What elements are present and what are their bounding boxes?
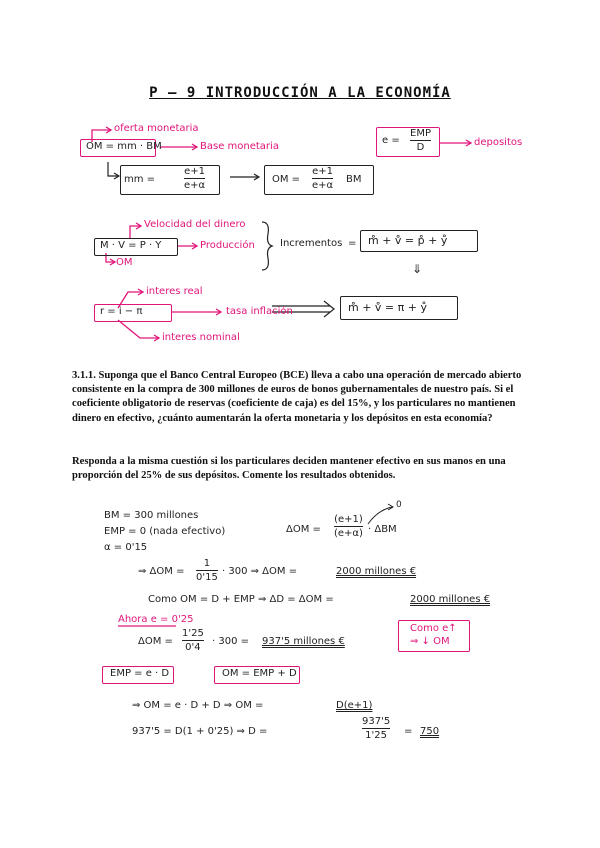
quantity-equation: M · V = P · Y bbox=[100, 240, 162, 251]
line3-fraction bbox=[182, 628, 204, 653]
delta-num: (e+1) bbox=[334, 514, 363, 525]
page-title: P – 9 INTRODUCCIÓN A LA ECONOMÍA bbox=[149, 85, 451, 101]
line5-den: 1'25 bbox=[365, 730, 388, 741]
line3-mid: · 300 = bbox=[212, 636, 250, 647]
line2: Como OM = D + EMP ⇒ ΔD = ΔOM = bbox=[148, 594, 334, 605]
emp-value: EMP = 0 (nada efectivo) bbox=[104, 526, 226, 537]
line3-num: 1'25 bbox=[182, 628, 204, 639]
e-num: EMP bbox=[410, 128, 431, 139]
line1-fraction bbox=[196, 558, 218, 583]
line4-result: D(e+1) bbox=[336, 700, 373, 711]
velocidad-label: Velocidad del dinero bbox=[144, 219, 246, 230]
produccion-label: Producción bbox=[200, 240, 255, 251]
mm-den: e+α bbox=[184, 180, 206, 191]
line3-pre: ΔOM = bbox=[138, 636, 173, 647]
mm-num: e+1 bbox=[184, 166, 206, 177]
note-line2: ⇒ ↓ OM bbox=[410, 636, 450, 647]
alpha-value: α = 0'15 bbox=[104, 542, 148, 553]
problem-followup: Responda a la misma cuestión si los particulares deciden mantener efectivo en sus manos en una proporción del 25% de sus depósitos. Comente los resultados obtenidos. bbox=[72, 456, 506, 482]
line1-den: 0'15 bbox=[196, 572, 218, 583]
om-box-text: OM = EMP + D bbox=[222, 668, 297, 679]
mm-lhs: mm = bbox=[124, 174, 156, 185]
incrementos-label: Incrementos bbox=[280, 238, 343, 249]
line5-eq: = bbox=[404, 726, 413, 737]
e-den: D bbox=[416, 142, 425, 153]
base-monetaria-label: Base monetaria bbox=[200, 141, 279, 152]
om2-den: e+α bbox=[312, 180, 334, 191]
om-small-label: OM bbox=[116, 257, 133, 268]
line3-result: 937'5 millones € bbox=[262, 636, 345, 647]
om2-fraction bbox=[312, 166, 333, 191]
ahora-label: Ahora e = 0'25 bbox=[118, 614, 194, 625]
line1-num: 1 bbox=[203, 558, 211, 569]
line4-pre: ⇒ OM = e · D + D ⇒ OM = bbox=[132, 700, 264, 711]
incr-equation: m̊ + v̊ = p̊ + ẙ bbox=[368, 234, 448, 247]
implies-arrow: ⇓ bbox=[412, 262, 423, 276]
note-line1: Como e↑ bbox=[410, 623, 457, 634]
om-equation: OM = mm · BM bbox=[86, 141, 162, 152]
zero-annotation: 0 bbox=[396, 500, 402, 510]
e-fraction bbox=[410, 128, 431, 153]
emp-box-text: EMP = e · D bbox=[110, 668, 170, 679]
delta-rhs: · ΔBM bbox=[368, 524, 397, 535]
problem-statement: 3.1.1. Suponga que el Banco Central Europeo (BCE) lleva a cabo una operación de mercado abierto consistente en la compra de 300 millones de euros de bonos gubernamentales de nuestro país. Si el coeficiente obligatorio de reservas (coeficiente de caja) es del 15%, y los particulares no mantienen dinero en efectivo, ¿cuánto aumentarán la oferta monetaria y los depósitos en esta economía? bbox=[72, 370, 522, 424]
line1-mid: · 300 ⇒ ΔOM = bbox=[222, 566, 298, 577]
line1-result: 2000 millones € bbox=[336, 566, 417, 577]
om2-lhs: OM = bbox=[272, 174, 301, 185]
mm-fraction bbox=[184, 166, 205, 191]
interes-nominal-label: interes nominal bbox=[162, 332, 240, 343]
line5-pre: 937'5 = D(1 + 0'25) ⇒ D = bbox=[132, 726, 268, 737]
line5-num: 937'5 bbox=[362, 716, 391, 727]
line3-den: 0'4 bbox=[185, 642, 201, 653]
line5-result: 750 bbox=[420, 726, 440, 737]
line1-pre: ⇒ ΔOM = bbox=[138, 566, 185, 577]
depositos-label: depositos bbox=[474, 137, 523, 148]
delta-fraction bbox=[334, 514, 363, 539]
equals-sign: = bbox=[348, 238, 357, 249]
oferta-monetaria-label: oferta monetaria bbox=[114, 123, 199, 134]
bm-value: BM = 300 millones bbox=[104, 510, 199, 521]
line5-fraction bbox=[362, 716, 390, 741]
om2-num: e+1 bbox=[312, 166, 334, 177]
fisher-equation: r = i − π bbox=[100, 306, 143, 317]
tasa-inflacion-label: tasa inflación bbox=[226, 306, 293, 317]
fisher2-equation: m̊ + v̊ = π + ẙ bbox=[348, 301, 427, 314]
delta-den: (e+α) bbox=[334, 528, 363, 539]
line2-result: 2000 millones € bbox=[410, 594, 491, 605]
interes-real-label: interes real bbox=[146, 286, 203, 297]
e-lhs: e = bbox=[382, 135, 400, 146]
delta-lhs: ΔOM = bbox=[286, 524, 321, 535]
om2-rhs: BM bbox=[346, 174, 362, 185]
